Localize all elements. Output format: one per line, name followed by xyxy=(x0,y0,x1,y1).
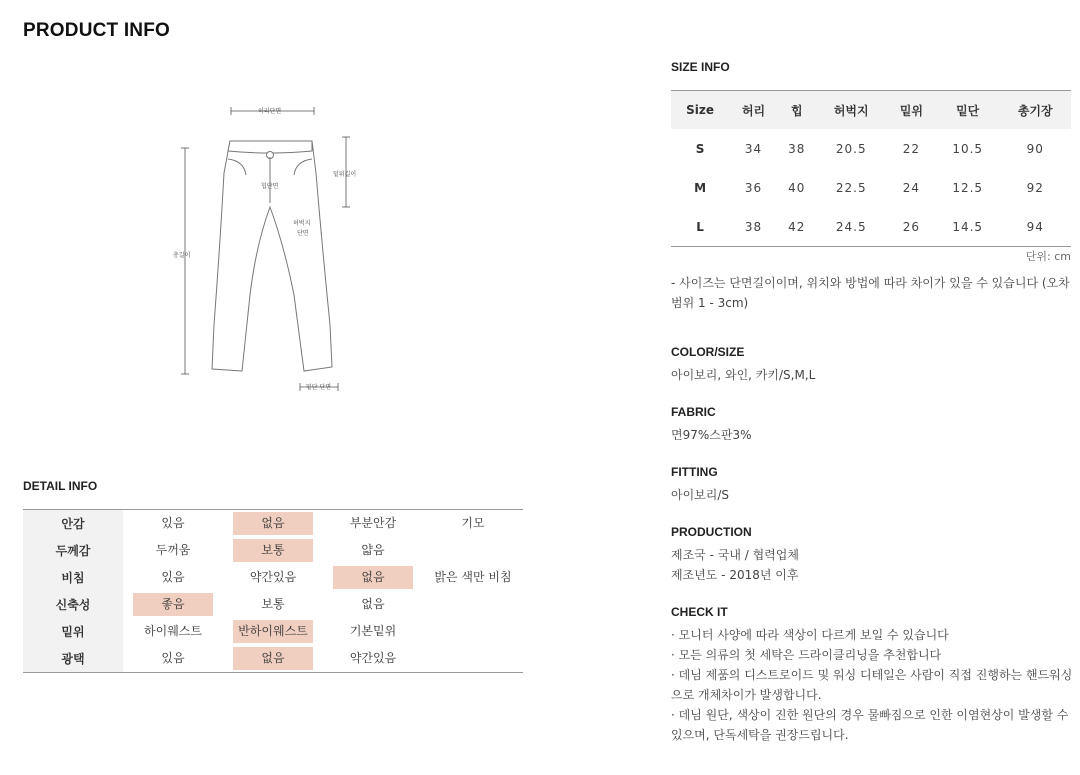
detail-option: 있음 xyxy=(161,651,185,665)
detail-option-cell xyxy=(223,537,323,564)
fitting-line: 아이보리/S xyxy=(671,488,730,502)
detail-row-label: 두께감 xyxy=(23,537,123,564)
detail-option-cell xyxy=(123,510,223,538)
size-name-cell: M xyxy=(694,180,707,195)
detail-option-selected: 보통 xyxy=(233,539,313,562)
size-value-cell: 24 xyxy=(902,180,921,195)
size-value-cell: 22 xyxy=(902,141,921,156)
detail-option-cell xyxy=(423,537,523,564)
detail-option: 약간있음 xyxy=(349,651,397,665)
detail-option: 기본밑위 xyxy=(349,624,397,638)
detail-option-selected: 없음 xyxy=(333,566,413,589)
detail-option-cell xyxy=(423,591,523,618)
detail-row xyxy=(23,618,523,645)
thigh-label-2: 단면 xyxy=(297,230,309,237)
check-it-heading: CHECK IT xyxy=(671,605,728,619)
size-value-cell: 42 xyxy=(788,219,806,234)
size-value-cell: 90 xyxy=(1026,141,1044,156)
detail-option-cell xyxy=(123,591,223,618)
fabric-section xyxy=(671,405,1076,445)
size-value-cell: 92 xyxy=(1026,180,1044,195)
size-value-cell: 26 xyxy=(902,219,921,234)
detail-row xyxy=(23,645,523,673)
size-name-cell: L xyxy=(696,219,704,234)
check-it-line: · 데님 원단, 색상이 진한 원단의 경우 물빠짐으로 인한 이염현상이 발생할 수 있으며, 단독세탁을 권장드립니다. xyxy=(671,708,1069,742)
detail-row-label: 광택 xyxy=(23,645,123,673)
hem-label: 밑단 단면 xyxy=(306,384,332,391)
detail-option-cell xyxy=(423,510,523,538)
size-name-cell: S xyxy=(695,141,705,156)
check-it-line: · 데님 제품의 디스트로이드 및 워싱 디테일은 사람이 직접 진행하는 핸드워싱으로 개체차이가 발생합니다. xyxy=(671,668,1073,702)
detail-row-label: 신축성 xyxy=(23,591,123,618)
page-title: PRODUCT INFO xyxy=(23,20,171,41)
pants-illustration xyxy=(160,95,380,405)
detail-option: 없음 xyxy=(361,597,385,611)
size-value-cell: 38 xyxy=(744,219,763,234)
unit-label: 단위: cm xyxy=(1025,250,1071,263)
detail-row-label: 안감 xyxy=(23,510,123,538)
size-info-heading: SIZE INFO xyxy=(671,60,730,74)
size-column-header: 힙 xyxy=(778,91,815,130)
production-heading: PRODUCTION xyxy=(671,525,752,539)
detail-option: 밝은 색만 비침 xyxy=(434,570,512,584)
detail-option-cell xyxy=(423,645,523,673)
size-value-cell: 34 xyxy=(744,141,763,156)
detail-option-cell xyxy=(123,645,223,673)
detail-option-cell xyxy=(323,591,423,618)
detail-option-cell xyxy=(223,510,323,538)
detail-option-cell xyxy=(223,564,323,591)
check-it-line: · 모니터 사양에 따라 색상이 다르게 보일 수 있습니다 xyxy=(671,628,949,642)
detail-option xyxy=(433,592,513,615)
size-value-cell: 12.5 xyxy=(952,180,984,195)
check-it-section xyxy=(671,605,1076,745)
size-column-header: 밑단 xyxy=(936,91,1000,130)
size-info-table xyxy=(671,90,1071,247)
detail-option: 약간있음 xyxy=(249,570,297,584)
detail-option: 부분안감 xyxy=(349,516,397,530)
thigh-label: 허벅지 xyxy=(293,220,311,227)
detail-row xyxy=(23,591,523,618)
production-line: 제조국 - 국내 / 협력업체 xyxy=(671,548,799,562)
detail-info-table xyxy=(23,509,523,673)
fabric-heading: FABRIC xyxy=(671,405,716,419)
detail-option: 하이웨스트 xyxy=(144,624,202,638)
detail-option-selected: 반하이웨스트 xyxy=(233,620,313,643)
detail-option: 얇음 xyxy=(361,543,385,557)
fabric-line: 면97%스판3% xyxy=(671,428,752,442)
length-label: 총길이 xyxy=(173,252,191,259)
production-section xyxy=(671,525,1076,585)
color-size-section xyxy=(671,345,1076,385)
size-value-cell: 10.5 xyxy=(952,141,984,156)
detail-option-cell xyxy=(123,537,223,564)
size-value-cell: 36 xyxy=(744,180,763,195)
detail-option-cell xyxy=(223,645,323,673)
size-row xyxy=(671,168,1071,207)
color-size-heading: COLOR/SIZE xyxy=(671,345,745,359)
detail-option: 보통 xyxy=(261,597,285,611)
detail-option-selected: 없음 xyxy=(233,512,313,535)
detail-option-cell xyxy=(123,564,223,591)
color-size-line: 아이보리, 와인, 카키/S,M,L xyxy=(671,368,816,382)
waist-label: 허리단면 xyxy=(258,108,282,115)
size-value-cell: 40 xyxy=(788,180,806,195)
detail-option-cell xyxy=(323,510,423,538)
size-value-cell: 14.5 xyxy=(952,219,984,234)
size-column-header: 밑위 xyxy=(887,91,936,130)
detail-option: 기모 xyxy=(461,516,485,530)
detail-option-cell xyxy=(323,618,423,645)
detail-row-label: 비침 xyxy=(23,564,123,591)
detail-option: 있음 xyxy=(161,570,185,584)
detail-option: 두꺼움 xyxy=(155,543,191,557)
hip-label: 힙단면 xyxy=(261,183,279,190)
fitting-section xyxy=(671,465,1076,505)
size-column-header: 총기장 xyxy=(999,91,1071,130)
detail-option-cell xyxy=(323,537,423,564)
size-row xyxy=(671,129,1071,168)
size-value-cell: 20.5 xyxy=(835,141,867,156)
detail-option-cell xyxy=(323,645,423,673)
detail-row xyxy=(23,564,523,591)
detail-row-label: 밑위 xyxy=(23,618,123,645)
detail-option-cell xyxy=(423,564,523,591)
size-row xyxy=(671,207,1071,247)
size-note: - 사이즈는 단면길이이며, 위치와 방법에 따라 차이가 있을 수 있습니다 (오차범위 1 - 3cm) xyxy=(671,276,1070,310)
detail-option xyxy=(433,619,513,642)
size-value-cell: 22.5 xyxy=(835,180,867,195)
fitting-heading: FITTING xyxy=(671,465,718,479)
size-value-cell: 24.5 xyxy=(835,219,867,234)
size-value-cell: 38 xyxy=(788,141,806,156)
detail-row xyxy=(23,510,523,538)
production-line: 제조년도 - 2018년 이후 xyxy=(671,568,799,582)
detail-option xyxy=(433,538,513,561)
detail-option-cell xyxy=(123,618,223,645)
detail-option-selected: 좋음 xyxy=(133,593,213,616)
detail-option-cell xyxy=(323,564,423,591)
pants-measurement-diagram xyxy=(160,95,380,405)
rise-label: 밑위길이 xyxy=(333,171,357,178)
detail-option-cell xyxy=(223,591,323,618)
size-column-header: 허벅지 xyxy=(815,91,886,130)
detail-option-cell xyxy=(423,618,523,645)
detail-option-selected: 없음 xyxy=(233,647,313,670)
detail-info-heading: DETAIL INFO xyxy=(23,479,98,493)
size-column-header: 허리 xyxy=(729,91,778,130)
detail-option xyxy=(433,646,513,669)
detail-option-cell xyxy=(223,618,323,645)
detail-option: 있음 xyxy=(161,516,185,530)
size-column-header: Size xyxy=(671,91,729,130)
size-value-cell: 94 xyxy=(1026,219,1044,234)
detail-row xyxy=(23,537,523,564)
check-it-line: · 모든 의류의 첫 세탁은 드라이클리닝을 추천합니다 xyxy=(671,648,942,662)
